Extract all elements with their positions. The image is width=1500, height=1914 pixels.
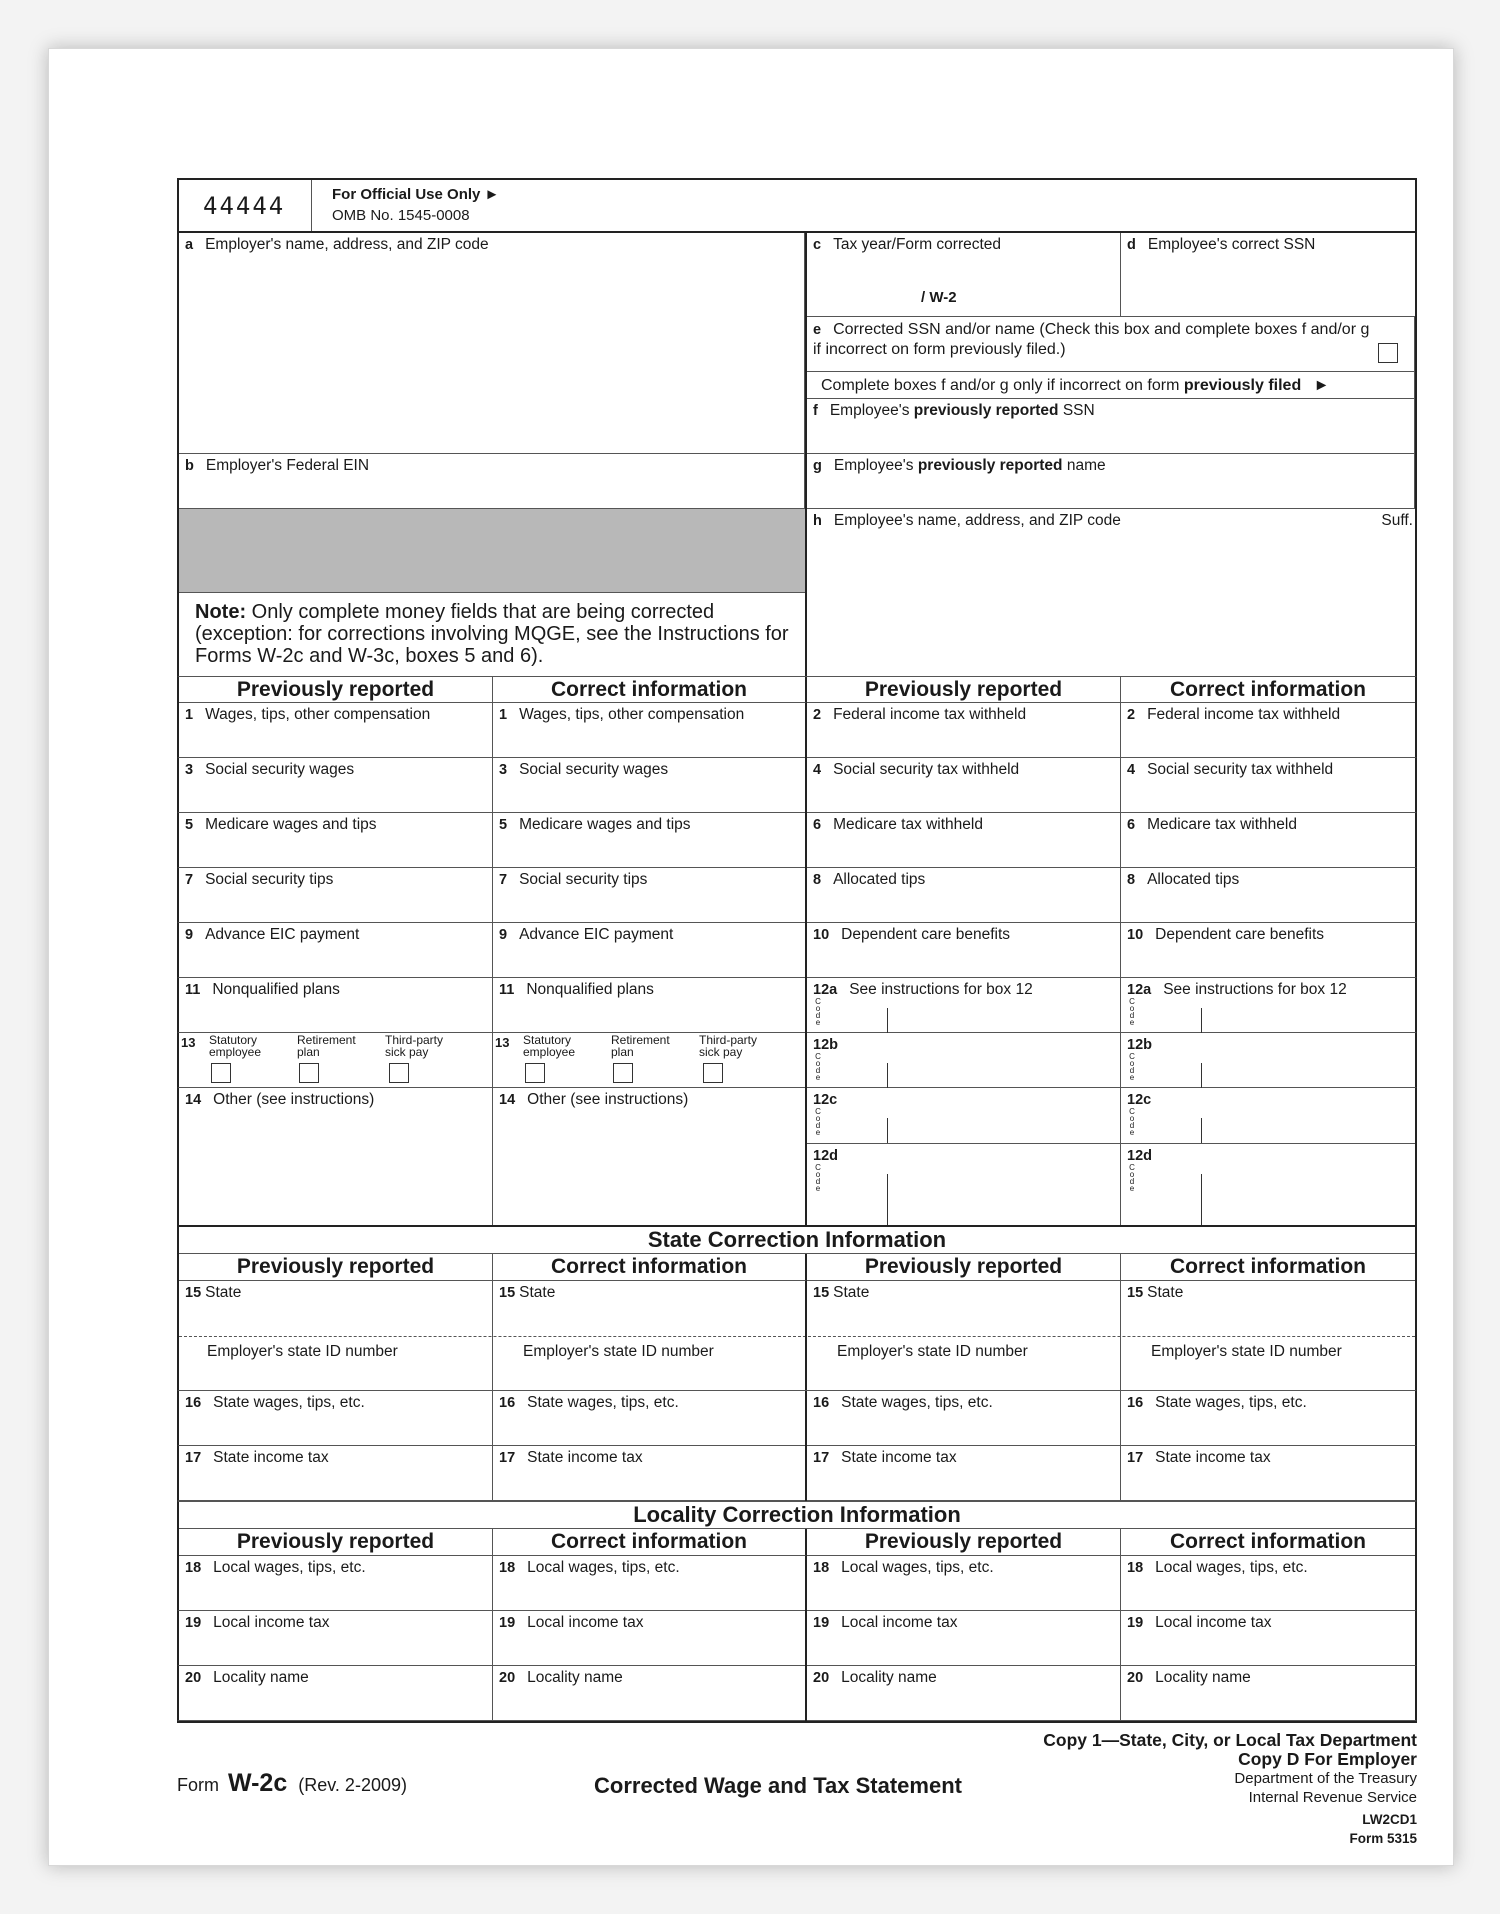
form-code-1: LW2CD1 bbox=[1362, 1812, 1417, 1827]
omb-number: OMB No. 1545-0008 bbox=[332, 207, 470, 224]
fg-note-bold: previously filed bbox=[1183, 377, 1302, 394]
box-4-prev-num: 4 bbox=[813, 762, 822, 778]
box-17r-correct-num: 17 bbox=[1127, 1450, 1144, 1466]
box-c[interactable] bbox=[807, 233, 1121, 316]
box-h-label: Employee's name, address, and ZIP code bbox=[833, 512, 1121, 529]
box-c-label: Tax year/Form corrected bbox=[833, 236, 1002, 253]
box-17r-correct-label: State income tax bbox=[1155, 1449, 1271, 1466]
box-e-letter: e bbox=[813, 322, 822, 338]
box-17-prev-num: 17 bbox=[185, 1450, 202, 1466]
box-4-correct-num: 4 bbox=[1127, 762, 1136, 778]
statutory-label: Statutory employee bbox=[209, 1033, 262, 1059]
box-12b-prev[interactable] bbox=[807, 1033, 1121, 1088]
box-a-letter: a bbox=[185, 237, 194, 253]
box-16r-correct-label: State wages, tips, etc. bbox=[1155, 1394, 1307, 1411]
box-10-prev[interactable] bbox=[807, 923, 1121, 978]
header-correct-right: Correct information bbox=[1121, 677, 1415, 703]
box-19r-prev[interactable] bbox=[807, 1611, 1121, 1666]
retirement-checkbox[interactable] bbox=[299, 1063, 319, 1083]
thirdparty-label: Third-party sick pay bbox=[385, 1033, 444, 1059]
box-3-prev[interactable] bbox=[179, 758, 493, 813]
box-20-prev-label: Locality name bbox=[213, 1669, 309, 1686]
box-15-correct-1[interactable] bbox=[493, 1281, 807, 1390]
box-b[interactable] bbox=[179, 454, 805, 509]
control-row bbox=[177, 178, 1417, 233]
box-19-correct[interactable] bbox=[493, 1611, 807, 1666]
box-g-bold: previously reported bbox=[917, 457, 1063, 474]
note-text bbox=[179, 593, 805, 667]
box-12c-correct[interactable] bbox=[1121, 1088, 1415, 1143]
retirement-checkbox[interactable] bbox=[613, 1063, 633, 1083]
shaded-area bbox=[179, 509, 805, 593]
box-12a-correct-num: 12a bbox=[1127, 982, 1152, 998]
box-5-correct-label: Medicare wages and tips bbox=[519, 816, 691, 833]
box-18-correct[interactable] bbox=[493, 1556, 807, 1611]
box-h-suffix: Suff. bbox=[1381, 512, 1413, 529]
box-19r-prev-num: 19 bbox=[813, 1615, 830, 1631]
box-g-letter: g bbox=[813, 458, 822, 474]
box-18r-correct-num: 18 bbox=[1127, 1560, 1144, 1576]
box-5-prev-label: Medicare wages and tips bbox=[205, 816, 377, 833]
form-row bbox=[177, 813, 1417, 868]
control-number: 44444 bbox=[179, 180, 312, 231]
box-10-correct-label: Dependent care benefits bbox=[1155, 926, 1325, 943]
copy-info bbox=[1043, 1731, 1417, 1848]
form-row bbox=[177, 1556, 1417, 1611]
box-12a-correct-label: See instructions for box 12 bbox=[1163, 981, 1347, 998]
box-20-correct-num: 20 bbox=[499, 1670, 516, 1686]
box-c-value: / W-2 bbox=[921, 289, 957, 306]
box-11-prev-num: 11 bbox=[185, 982, 201, 998]
right-block bbox=[807, 233, 1415, 676]
box-12c-prev[interactable] bbox=[807, 1088, 1120, 1143]
box-1-correct[interactable] bbox=[493, 703, 807, 758]
box-14-correct-label: Other (see instructions) bbox=[527, 1091, 689, 1108]
box-10-correct-num: 10 bbox=[1127, 927, 1144, 943]
code-label: C o d e bbox=[815, 1107, 821, 1137]
box-12b-correct-num: 12b bbox=[1127, 1037, 1152, 1053]
code-label: C o d e bbox=[1129, 1052, 1135, 1082]
box-13-prev bbox=[179, 1033, 493, 1088]
box-a[interactable] bbox=[179, 233, 805, 454]
statutory-label: Statutory employee bbox=[523, 1033, 576, 1059]
local-rows bbox=[177, 1556, 1417, 1721]
code-divider bbox=[887, 1063, 888, 1088]
box-6-prev-label: Medicare tax withheld bbox=[833, 816, 983, 833]
left-block bbox=[179, 233, 807, 676]
box-11-correct-label: Nonqualified plans bbox=[526, 981, 654, 998]
copy-d-label: Copy D For Employer bbox=[1238, 1749, 1417, 1769]
box-11-correct-num: 11 bbox=[499, 982, 515, 998]
box-18r-prev-num: 18 bbox=[813, 1560, 830, 1576]
box-6-prev-num: 6 bbox=[813, 817, 822, 833]
box-18r-prev[interactable] bbox=[807, 1556, 1121, 1611]
box-g[interactable] bbox=[807, 454, 1415, 509]
retirement-label: Retirement plan bbox=[611, 1033, 670, 1059]
box-d-letter: d bbox=[1127, 237, 1136, 253]
box-12b-correct[interactable] bbox=[1121, 1033, 1415, 1088]
box-6-correct[interactable] bbox=[1121, 813, 1415, 868]
box-6-correct-label: Medicare tax withheld bbox=[1147, 816, 1297, 833]
box-f-bold: previously reported bbox=[913, 402, 1059, 419]
box-12b-prev-num: 12b bbox=[813, 1037, 838, 1053]
code-divider bbox=[1201, 1118, 1202, 1143]
local-title-row bbox=[177, 1501, 1417, 1529]
box-5-prev-num: 5 bbox=[185, 817, 194, 833]
c-d-row bbox=[807, 233, 1415, 317]
box-2-prev-label: Federal income tax withheld bbox=[833, 706, 1027, 723]
box-8-prev-label: Allocated tips bbox=[833, 871, 926, 888]
box-20r-correct-label: Locality name bbox=[1155, 1669, 1251, 1686]
state-box15-row bbox=[177, 1281, 1417, 1391]
paper-page bbox=[48, 48, 1454, 1866]
header-correct-left: Correct information bbox=[493, 677, 807, 703]
state-id-label: Employer's state ID number bbox=[837, 1343, 1028, 1360]
local-header-prev-1: Previously reported bbox=[179, 1529, 493, 1556]
box-17-correct[interactable] bbox=[493, 1446, 807, 1501]
box-19-correct-num: 19 bbox=[499, 1615, 516, 1631]
code-divider bbox=[1201, 1008, 1202, 1033]
state-header-prev-1: Previously reported bbox=[179, 1254, 493, 1281]
box-c-letter: c bbox=[813, 237, 822, 253]
irs-label: Internal Revenue Service bbox=[1248, 1789, 1417, 1806]
box-b-letter: b bbox=[185, 458, 194, 474]
box-18r-correct[interactable] bbox=[1121, 1556, 1415, 1611]
box-16-correct-num: 16 bbox=[499, 1395, 516, 1411]
state-header-correct-1: Correct information bbox=[493, 1254, 807, 1281]
box-20-correct-label: Locality name bbox=[527, 1669, 623, 1686]
code-label: C o d e bbox=[1129, 1107, 1135, 1137]
box-2-correct[interactable] bbox=[1121, 703, 1415, 758]
box-12a-prev-num: 12a bbox=[813, 982, 838, 998]
box-e-label: Corrected SSN and/or name (Check this box and complete boxes f and/or g if incorrect on form previously filed.) bbox=[813, 321, 1370, 358]
box-14-correct-num: 14 bbox=[499, 1092, 516, 1108]
box-8-prev[interactable] bbox=[807, 868, 1121, 923]
box-b-label: Employer's Federal EIN bbox=[205, 457, 370, 474]
box-9-prev[interactable] bbox=[179, 923, 493, 978]
box-15-correct-2[interactable] bbox=[1121, 1281, 1415, 1390]
box-5-correct[interactable] bbox=[493, 813, 807, 868]
box-12d-correct[interactable] bbox=[1121, 1144, 1415, 1225]
box-15-num: 15 bbox=[185, 1285, 202, 1301]
box-19r-correct-label: Local income tax bbox=[1155, 1614, 1272, 1631]
box-3-prev-label: Social security wages bbox=[205, 761, 355, 778]
official-use-block bbox=[312, 180, 1415, 231]
box-19r-correct-num: 19 bbox=[1127, 1615, 1144, 1631]
form-row bbox=[177, 1088, 1417, 1225]
form-word: Form bbox=[177, 1775, 219, 1795]
code-label: C o d e bbox=[1129, 1163, 1135, 1193]
box-4-prev[interactable] bbox=[807, 758, 1121, 813]
box-17-correct-num: 17 bbox=[499, 1450, 516, 1466]
retirement-label: Retirement plan bbox=[297, 1033, 356, 1059]
box-1-prev-num: 1 bbox=[185, 707, 194, 723]
box-16-correct[interactable] bbox=[493, 1391, 807, 1446]
box-15-num: 15 bbox=[499, 1285, 516, 1301]
code-divider bbox=[887, 1118, 888, 1143]
box-12a-prev[interactable] bbox=[807, 978, 1121, 1033]
box-18-correct-num: 18 bbox=[499, 1560, 516, 1576]
local-header-prev-2: Previously reported bbox=[807, 1529, 1121, 1556]
box-f-post: SSN bbox=[1058, 402, 1095, 419]
form-row bbox=[177, 1446, 1417, 1501]
box-16r-prev-label: State wages, tips, etc. bbox=[841, 1394, 993, 1411]
fg-note-pre: Complete boxes f and/or g only if incorrect on form bbox=[821, 377, 1184, 394]
note-body: Only complete money fields that are being corrected (exception: for corrections involving MQGE, see the Instructions for Forms W-2c and W-3c, boxes 5 and 6). bbox=[195, 601, 789, 667]
box-4-correct-label: Social security tax withheld bbox=[1147, 761, 1334, 778]
code-label: C o d e bbox=[1129, 997, 1135, 1027]
box-16r-prev-num: 16 bbox=[813, 1395, 830, 1411]
state-id-label: Employer's state ID number bbox=[207, 1343, 398, 1360]
form-row bbox=[177, 1033, 1417, 1088]
box-20-correct[interactable] bbox=[493, 1666, 807, 1721]
box-13-num: 13 bbox=[181, 1035, 196, 1050]
box-20r-correct[interactable] bbox=[1121, 1666, 1415, 1721]
box-7-prev[interactable] bbox=[179, 868, 493, 923]
code-label: C o d e bbox=[815, 1163, 821, 1193]
code-divider bbox=[887, 1174, 888, 1225]
box-12d-prev-num: 12d bbox=[813, 1148, 838, 1164]
thirdparty-checkbox[interactable] bbox=[703, 1063, 723, 1083]
box-9-correct[interactable] bbox=[493, 923, 807, 978]
form-id bbox=[177, 1769, 407, 1798]
box-18-prev[interactable] bbox=[179, 1556, 493, 1611]
box-d[interactable] bbox=[1121, 233, 1415, 316]
box-20-prev[interactable] bbox=[179, 1666, 493, 1721]
state-header-correct-2: Correct information bbox=[1121, 1254, 1415, 1281]
employer-employee-block bbox=[177, 233, 1417, 676]
box-14-prev-num: 14 bbox=[185, 1092, 202, 1108]
statutory-checkbox[interactable] bbox=[525, 1063, 545, 1083]
form-revision: (Rev. 2-2009) bbox=[298, 1775, 407, 1795]
box-19r-prev-label: Local income tax bbox=[841, 1614, 958, 1631]
box-17-prev-label: State income tax bbox=[213, 1449, 329, 1466]
state-title: State Correction Information bbox=[179, 1227, 1415, 1254]
box-a-label: Employer's name, address, and ZIP code bbox=[205, 236, 489, 253]
box-3-correct-label: Social security wages bbox=[519, 761, 669, 778]
state-headers bbox=[177, 1254, 1417, 1281]
official-use-label: For Official Use Only ► bbox=[332, 186, 500, 203]
form-name: W-2c bbox=[228, 1769, 288, 1797]
box-e bbox=[807, 317, 1415, 372]
money-headers bbox=[177, 676, 1417, 703]
form-title: Corrected Wage and Tax Statement bbox=[594, 1773, 962, 1798]
box-2-prev[interactable] bbox=[807, 703, 1121, 758]
box-1-prev[interactable] bbox=[179, 703, 493, 758]
state-id-label: Employer's state ID number bbox=[523, 1343, 714, 1360]
box-7-correct[interactable] bbox=[493, 868, 807, 923]
box-20r-prev-label: Locality name bbox=[841, 1669, 937, 1686]
box-17-correct-label: State income tax bbox=[527, 1449, 643, 1466]
box-8-correct-label: Allocated tips bbox=[1147, 871, 1240, 888]
arrow-right-icon: ► bbox=[1313, 377, 1330, 394]
box-11-prev-label: Nonqualified plans bbox=[212, 981, 340, 998]
box-20-prev-num: 20 bbox=[185, 1670, 202, 1686]
box-7-correct-num: 7 bbox=[499, 872, 508, 888]
code-divider bbox=[887, 1008, 888, 1033]
fg-instruction bbox=[807, 372, 1415, 399]
form-row bbox=[177, 1391, 1417, 1446]
header-prev-right: Previously reported bbox=[807, 677, 1121, 703]
box-d-label: Employee's correct SSN bbox=[1147, 236, 1316, 253]
form-row bbox=[177, 758, 1417, 813]
box-16-prev-num: 16 bbox=[185, 1395, 202, 1411]
box-18r-prev-label: Local wages, tips, etc. bbox=[841, 1559, 994, 1576]
local-header-correct-2: Correct information bbox=[1121, 1529, 1415, 1556]
w2c-form bbox=[177, 178, 1417, 1853]
box-15-num: 15 bbox=[813, 1285, 830, 1301]
box-3-prev-num: 3 bbox=[185, 762, 194, 778]
box-18-prev-num: 18 bbox=[185, 1560, 202, 1576]
box-12c-prev-num: 12c bbox=[813, 1092, 838, 1108]
box-20r-prev-num: 20 bbox=[813, 1670, 830, 1686]
box-h-letter: h bbox=[813, 513, 822, 529]
form-code-2: Form 5315 bbox=[1349, 1831, 1417, 1846]
box-10-correct[interactable] bbox=[1121, 923, 1415, 978]
box-19-prev-label: Local income tax bbox=[213, 1614, 330, 1631]
dept-treasury: Department of the Treasury bbox=[1234, 1770, 1417, 1787]
box-16-prev[interactable] bbox=[179, 1391, 493, 1446]
box-11-prev[interactable] bbox=[179, 978, 493, 1033]
code-label: C o d e bbox=[815, 1052, 821, 1082]
box-13-correct bbox=[493, 1033, 807, 1088]
box-12c-correct-num: 12c bbox=[1127, 1092, 1152, 1108]
box-18-correct-label: Local wages, tips, etc. bbox=[527, 1559, 680, 1576]
box-14-prev[interactable] bbox=[179, 1088, 493, 1225]
box-1-correct-num: 1 bbox=[499, 707, 508, 723]
local-headers bbox=[177, 1529, 1417, 1556]
thirdparty-checkbox[interactable] bbox=[389, 1063, 409, 1083]
box-15-prev-1[interactable] bbox=[179, 1281, 493, 1390]
box-g-post: name bbox=[1062, 457, 1106, 474]
state-id-label: Employer's state ID number bbox=[1151, 1343, 1342, 1360]
box-17r-prev[interactable] bbox=[807, 1446, 1121, 1501]
box-17r-prev-label: State income tax bbox=[841, 1449, 957, 1466]
box-12a-prev-label: See instructions for box 12 bbox=[849, 981, 1033, 998]
money-rows bbox=[177, 703, 1417, 1225]
box-10-prev-num: 10 bbox=[813, 927, 830, 943]
form-row bbox=[177, 1666, 1417, 1721]
box-16r-correct-num: 16 bbox=[1127, 1395, 1144, 1411]
box-16r-correct[interactable] bbox=[1121, 1391, 1415, 1446]
box-15-label: State bbox=[833, 1284, 870, 1301]
box-7-correct-label: Social security tips bbox=[519, 871, 648, 888]
box-5-correct-num: 5 bbox=[499, 817, 508, 833]
box-4-correct[interactable] bbox=[1121, 758, 1415, 813]
box-20r-prev[interactable] bbox=[807, 1666, 1121, 1721]
box-14-correct[interactable] bbox=[493, 1088, 807, 1225]
box-1-prev-label: Wages, tips, other compensation bbox=[205, 706, 431, 723]
code-divider bbox=[1201, 1174, 1202, 1225]
box-16r-prev[interactable] bbox=[807, 1391, 1121, 1446]
form-row bbox=[177, 923, 1417, 978]
box-3-correct-num: 3 bbox=[499, 762, 508, 778]
header-prev-left: Previously reported bbox=[179, 677, 493, 703]
box-f[interactable] bbox=[807, 399, 1415, 454]
thirdparty-label: Third-party sick pay bbox=[699, 1033, 758, 1059]
box-f-letter: f bbox=[813, 403, 818, 419]
form-footer bbox=[177, 1721, 1417, 1853]
code-divider bbox=[1201, 1063, 1202, 1088]
box-2-correct-num: 2 bbox=[1127, 707, 1136, 723]
box-19r-correct[interactable] bbox=[1121, 1611, 1415, 1666]
box-19-correct-label: Local income tax bbox=[527, 1614, 644, 1631]
box-17r-prev-num: 17 bbox=[813, 1450, 830, 1466]
box-15-label: State bbox=[519, 1284, 556, 1301]
box-12d-correct-num: 12d bbox=[1127, 1148, 1152, 1164]
box-6-prev[interactable] bbox=[807, 813, 1121, 868]
box-3-correct[interactable] bbox=[493, 758, 807, 813]
box-14-prev-label: Other (see instructions) bbox=[213, 1091, 375, 1108]
box-13-num: 13 bbox=[495, 1035, 510, 1050]
box-10-prev-label: Dependent care benefits bbox=[841, 926, 1011, 943]
box-9-correct-num: 9 bbox=[499, 927, 508, 943]
box-20r-correct-num: 20 bbox=[1127, 1670, 1144, 1686]
box-19-prev[interactable] bbox=[179, 1611, 493, 1666]
form-row bbox=[177, 978, 1417, 1033]
form-row bbox=[177, 703, 1417, 758]
box-2-prev-num: 2 bbox=[813, 707, 822, 723]
box-18-prev-label: Local wages, tips, etc. bbox=[213, 1559, 366, 1576]
box-19-prev-num: 19 bbox=[185, 1615, 202, 1631]
box-6-correct-num: 6 bbox=[1127, 817, 1136, 833]
form-row bbox=[177, 868, 1417, 923]
box-11-correct[interactable] bbox=[493, 978, 807, 1033]
box-e-checkbox[interactable] bbox=[1378, 343, 1398, 363]
box-1-correct-label: Wages, tips, other compensation bbox=[519, 706, 745, 723]
box-17r-correct[interactable] bbox=[1121, 1446, 1415, 1501]
local-title: Locality Correction Information bbox=[179, 1502, 1415, 1529]
note-bold: Note: bbox=[195, 601, 247, 623]
statutory-checkbox[interactable] bbox=[211, 1063, 231, 1083]
box-7-prev-label: Social security tips bbox=[205, 871, 334, 888]
box-8-correct[interactable] bbox=[1121, 868, 1415, 923]
state-header-prev-2: Previously reported bbox=[807, 1254, 1121, 1281]
box-15-label: State bbox=[205, 1284, 242, 1301]
box-12d-prev[interactable] bbox=[807, 1144, 1120, 1225]
box-15-prev-2[interactable] bbox=[807, 1281, 1121, 1390]
box-15-num: 15 bbox=[1127, 1285, 1144, 1301]
box-9-prev-num: 9 bbox=[185, 927, 194, 943]
box-8-prev-num: 8 bbox=[813, 872, 822, 888]
box-7-prev-num: 7 bbox=[185, 872, 194, 888]
box-12a-correct[interactable] bbox=[1121, 978, 1415, 1033]
box-18r-correct-label: Local wages, tips, etc. bbox=[1155, 1559, 1308, 1576]
box-g-pre: Employee's bbox=[833, 457, 918, 474]
state-title-row bbox=[177, 1225, 1417, 1254]
box-h[interactable] bbox=[807, 509, 1415, 622]
form-row bbox=[177, 1611, 1417, 1666]
box-8-correct-num: 8 bbox=[1127, 872, 1136, 888]
box-4-prev-label: Social security tax withheld bbox=[833, 761, 1020, 778]
code-label: C o d e bbox=[815, 997, 821, 1027]
box-f-pre: Employee's bbox=[829, 402, 914, 419]
box-16-prev-label: State wages, tips, etc. bbox=[213, 1394, 365, 1411]
box-2-correct-label: Federal income tax withheld bbox=[1147, 706, 1341, 723]
box-15-label: State bbox=[1147, 1284, 1184, 1301]
box-5-prev[interactable] bbox=[179, 813, 493, 868]
box-16-correct-label: State wages, tips, etc. bbox=[527, 1394, 679, 1411]
local-header-correct-1: Correct information bbox=[493, 1529, 807, 1556]
copy-1-label: Copy 1—State, City, or Local Tax Department bbox=[1043, 1730, 1417, 1750]
box-17-prev[interactable] bbox=[179, 1446, 493, 1501]
box-9-correct-label: Advance EIC payment bbox=[519, 926, 674, 943]
box-9-prev-label: Advance EIC payment bbox=[205, 926, 360, 943]
state-rows bbox=[177, 1391, 1417, 1501]
